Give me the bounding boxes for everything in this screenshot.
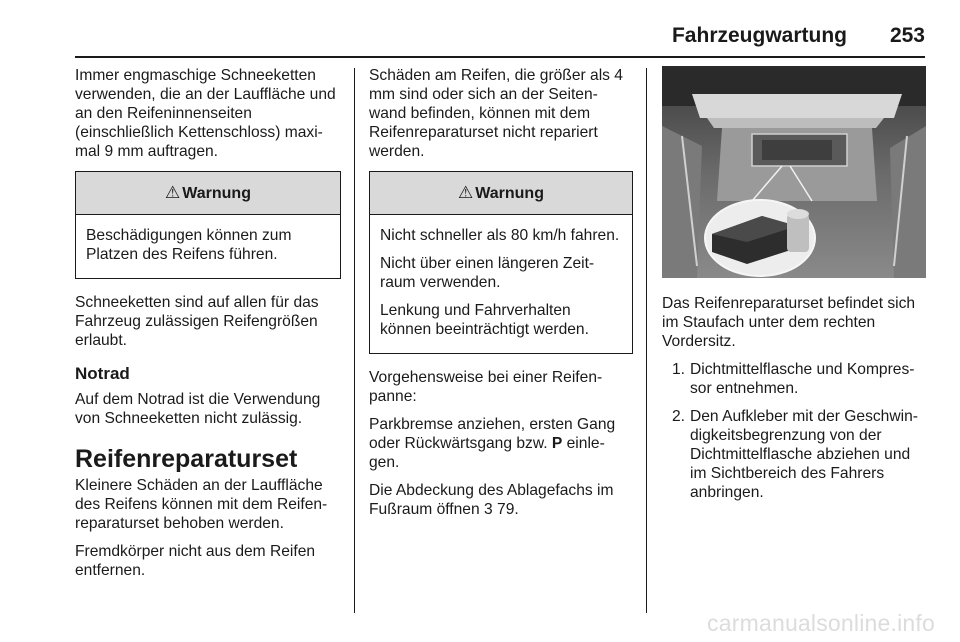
step-text: Dichtmittelflasche und Kompres- sor entnehmen.	[690, 361, 915, 397]
watermark: carmanualsonline.info	[707, 610, 935, 636]
paragraph: Das Reifenreparaturset befindet sich im Staufach unter dem rechten Vordersitz.	[662, 295, 916, 350]
warning-box	[75, 171, 341, 279]
paragraph: Parkbremse anziehen, ersten Gang oder Rückwärtsgang bzw. P einle- gen.	[369, 416, 616, 471]
warning-title: Warnung	[182, 185, 251, 202]
paragraph: Vorgehensweise bei einer Reifen- panne:	[369, 369, 603, 405]
column-3	[662, 66, 926, 511]
warning-title: Warnung	[475, 185, 544, 202]
step-text: Den Aufkleber mit der Geschwin- digkeitsbegrenzung von der Dichtmittelflasche abziehen und im Sichtbereich des Fahrers anbringen.	[690, 408, 918, 501]
page-reference: 79.	[492, 501, 519, 518]
warning-header	[76, 172, 340, 215]
column-1	[75, 66, 341, 589]
paragraph: Auf dem Notrad ist die Verwendung von Schneeketten nicht zulässig.	[75, 391, 321, 427]
warning-body	[76, 215, 340, 278]
warning-line: Nicht über einen längeren Zeit- raum verwenden.	[380, 255, 595, 291]
paragraph: Die Abdeckung des Ablagefachs im Fußraum öffnen 3 79.	[369, 482, 614, 518]
list-item	[662, 360, 926, 398]
warning-line: Lenkung und Fahrverhalten können beeinträchtigt werden.	[380, 302, 589, 338]
repair-kit-photo	[662, 66, 926, 278]
heading-notrad: Notrad	[75, 364, 130, 383]
paragraph: Immer engmaschige Schneeketten verwenden, die an der Lauffläche und an den Reifeninnenseiten (einschließlich Kettenschloss) maxi- mal 9 mm auftragen.	[75, 67, 336, 160]
step-number: 2.	[672, 408, 686, 425]
warning-body	[370, 215, 632, 353]
column-divider-1	[354, 68, 355, 613]
warning-line: Nicht schneller als 80 km/h fahren.	[380, 227, 620, 244]
warning-box	[369, 171, 633, 354]
page-number: 253	[889, 24, 925, 47]
column-divider-2	[646, 68, 647, 613]
heading-reifenreparaturset: Reifenreparaturset	[75, 445, 298, 473]
paragraph: Kleinere Schäden an der Lauffläche des Reifens können mit dem Reifen- reparaturset behoben werden.	[75, 477, 328, 532]
column-2	[369, 66, 633, 528]
list-item	[662, 407, 926, 502]
step-number: 1.	[672, 361, 686, 378]
paragraph: Fremdkörper nicht aus dem Reifen entfernen.	[75, 543, 316, 579]
warning-text: Beschädigungen können zum Platzen des Reifens führen.	[86, 227, 292, 263]
page-header-title: Fahrzeugwartung	[671, 24, 847, 47]
warning-header	[370, 172, 632, 215]
gear-p-label: P	[551, 435, 563, 452]
paragraph: Schneeketten sind auf allen für das Fahrzeug zulässigen Reifengrößen erlaubt.	[75, 294, 319, 349]
page-reference-arrow-icon: 3	[484, 501, 493, 518]
header-rule	[75, 56, 925, 58]
paragraph: Schäden am Reifen, die größer als 4 mm sind oder sich an der Seiten- wand befinden, können mit dem Reifenreparaturset nicht repariert werden.	[369, 67, 623, 160]
steps-list	[662, 360, 926, 502]
warning-triangle-icon: ⚠	[458, 183, 474, 202]
warning-triangle-icon: ⚠	[165, 183, 181, 202]
